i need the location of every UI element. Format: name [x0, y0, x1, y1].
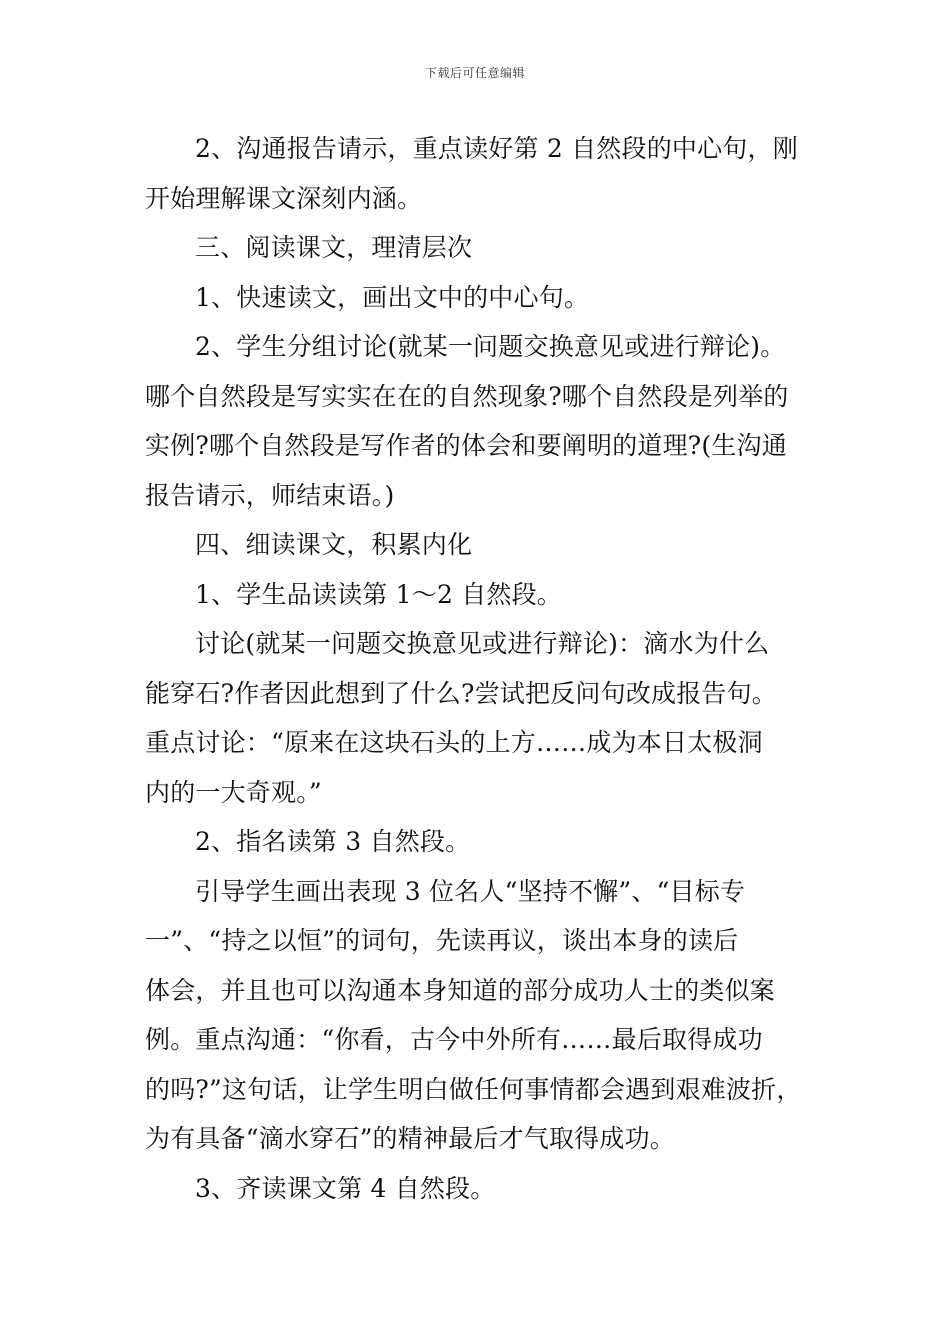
paragraph-line: 体会，并且也可以沟通本身知道的部分成功人士的类似案: [145, 975, 776, 1005]
paragraph-line: 哪个自然段是写实实在在的自然现象?哪个自然段是列举的: [145, 381, 789, 411]
paragraph-line: 2、沟通报告请示，重点读好第 2 自然段的中心句，刚: [195, 134, 798, 163]
paragraph-line: 重点讨论：“原来在这块石头的上方……成为本日太极洞: [145, 728, 763, 757]
paragraph-line: 2、指名读第 3 自然段。: [195, 827, 471, 856]
paragraph-line: 引导学生画出表现 3 位名人“坚持不懈”、“目标专: [195, 876, 746, 906]
paragraph-line: 1、快速读文，画出文中的中心句。: [195, 282, 590, 312]
paragraph-line: 3、齐读课文第 4 自然段。: [195, 1173, 496, 1203]
paragraph-line: 的吗?”这句话，让学生明白做任何事情都会遇到艰难波折，: [145, 1074, 802, 1104]
section-heading: 四、细读课文，积累内化: [195, 530, 473, 559]
paragraph-line: 2、学生分组讨论(就某一问题交换意见或进行辩论)。: [195, 332, 786, 361]
paragraph-line: 例。重点沟通：“你看，古今中外所有……最后取得成功: [145, 1025, 763, 1054]
page-header: 下载后可任意编辑: [424, 66, 525, 80]
paragraph-line: 一”、“持之以恒”的词句，先读再议，谈出本身的读后: [145, 926, 739, 955]
paragraph-line: 讨论(就某一问题交换意见或进行辩论)：滴水为什么: [195, 629, 770, 658]
document-body: [145, 124, 810, 1213]
paragraph-line: 1、学生品读读第 1～2 自然段。: [195, 579, 563, 609]
paragraph-line: 开始理解课文深刻内涵。: [145, 183, 423, 213]
paragraph-line: 报告请示，师结束语。): [145, 480, 395, 510]
paragraph-line: 实例?哪个自然段是写作者的体会和要阐明的道理?(生沟通: [145, 431, 787, 460]
paragraph-line: 内的一大奇观。”: [145, 777, 322, 807]
paragraph-line: 为有具备“滴水穿石”的精神最后才气取得成功。: [145, 1124, 675, 1153]
section-heading: 三、阅读课文，理清层次: [195, 233, 473, 262]
paragraph-line: 能穿石?作者因此想到了什么?尝试把反问句改成报告句。: [145, 678, 778, 708]
